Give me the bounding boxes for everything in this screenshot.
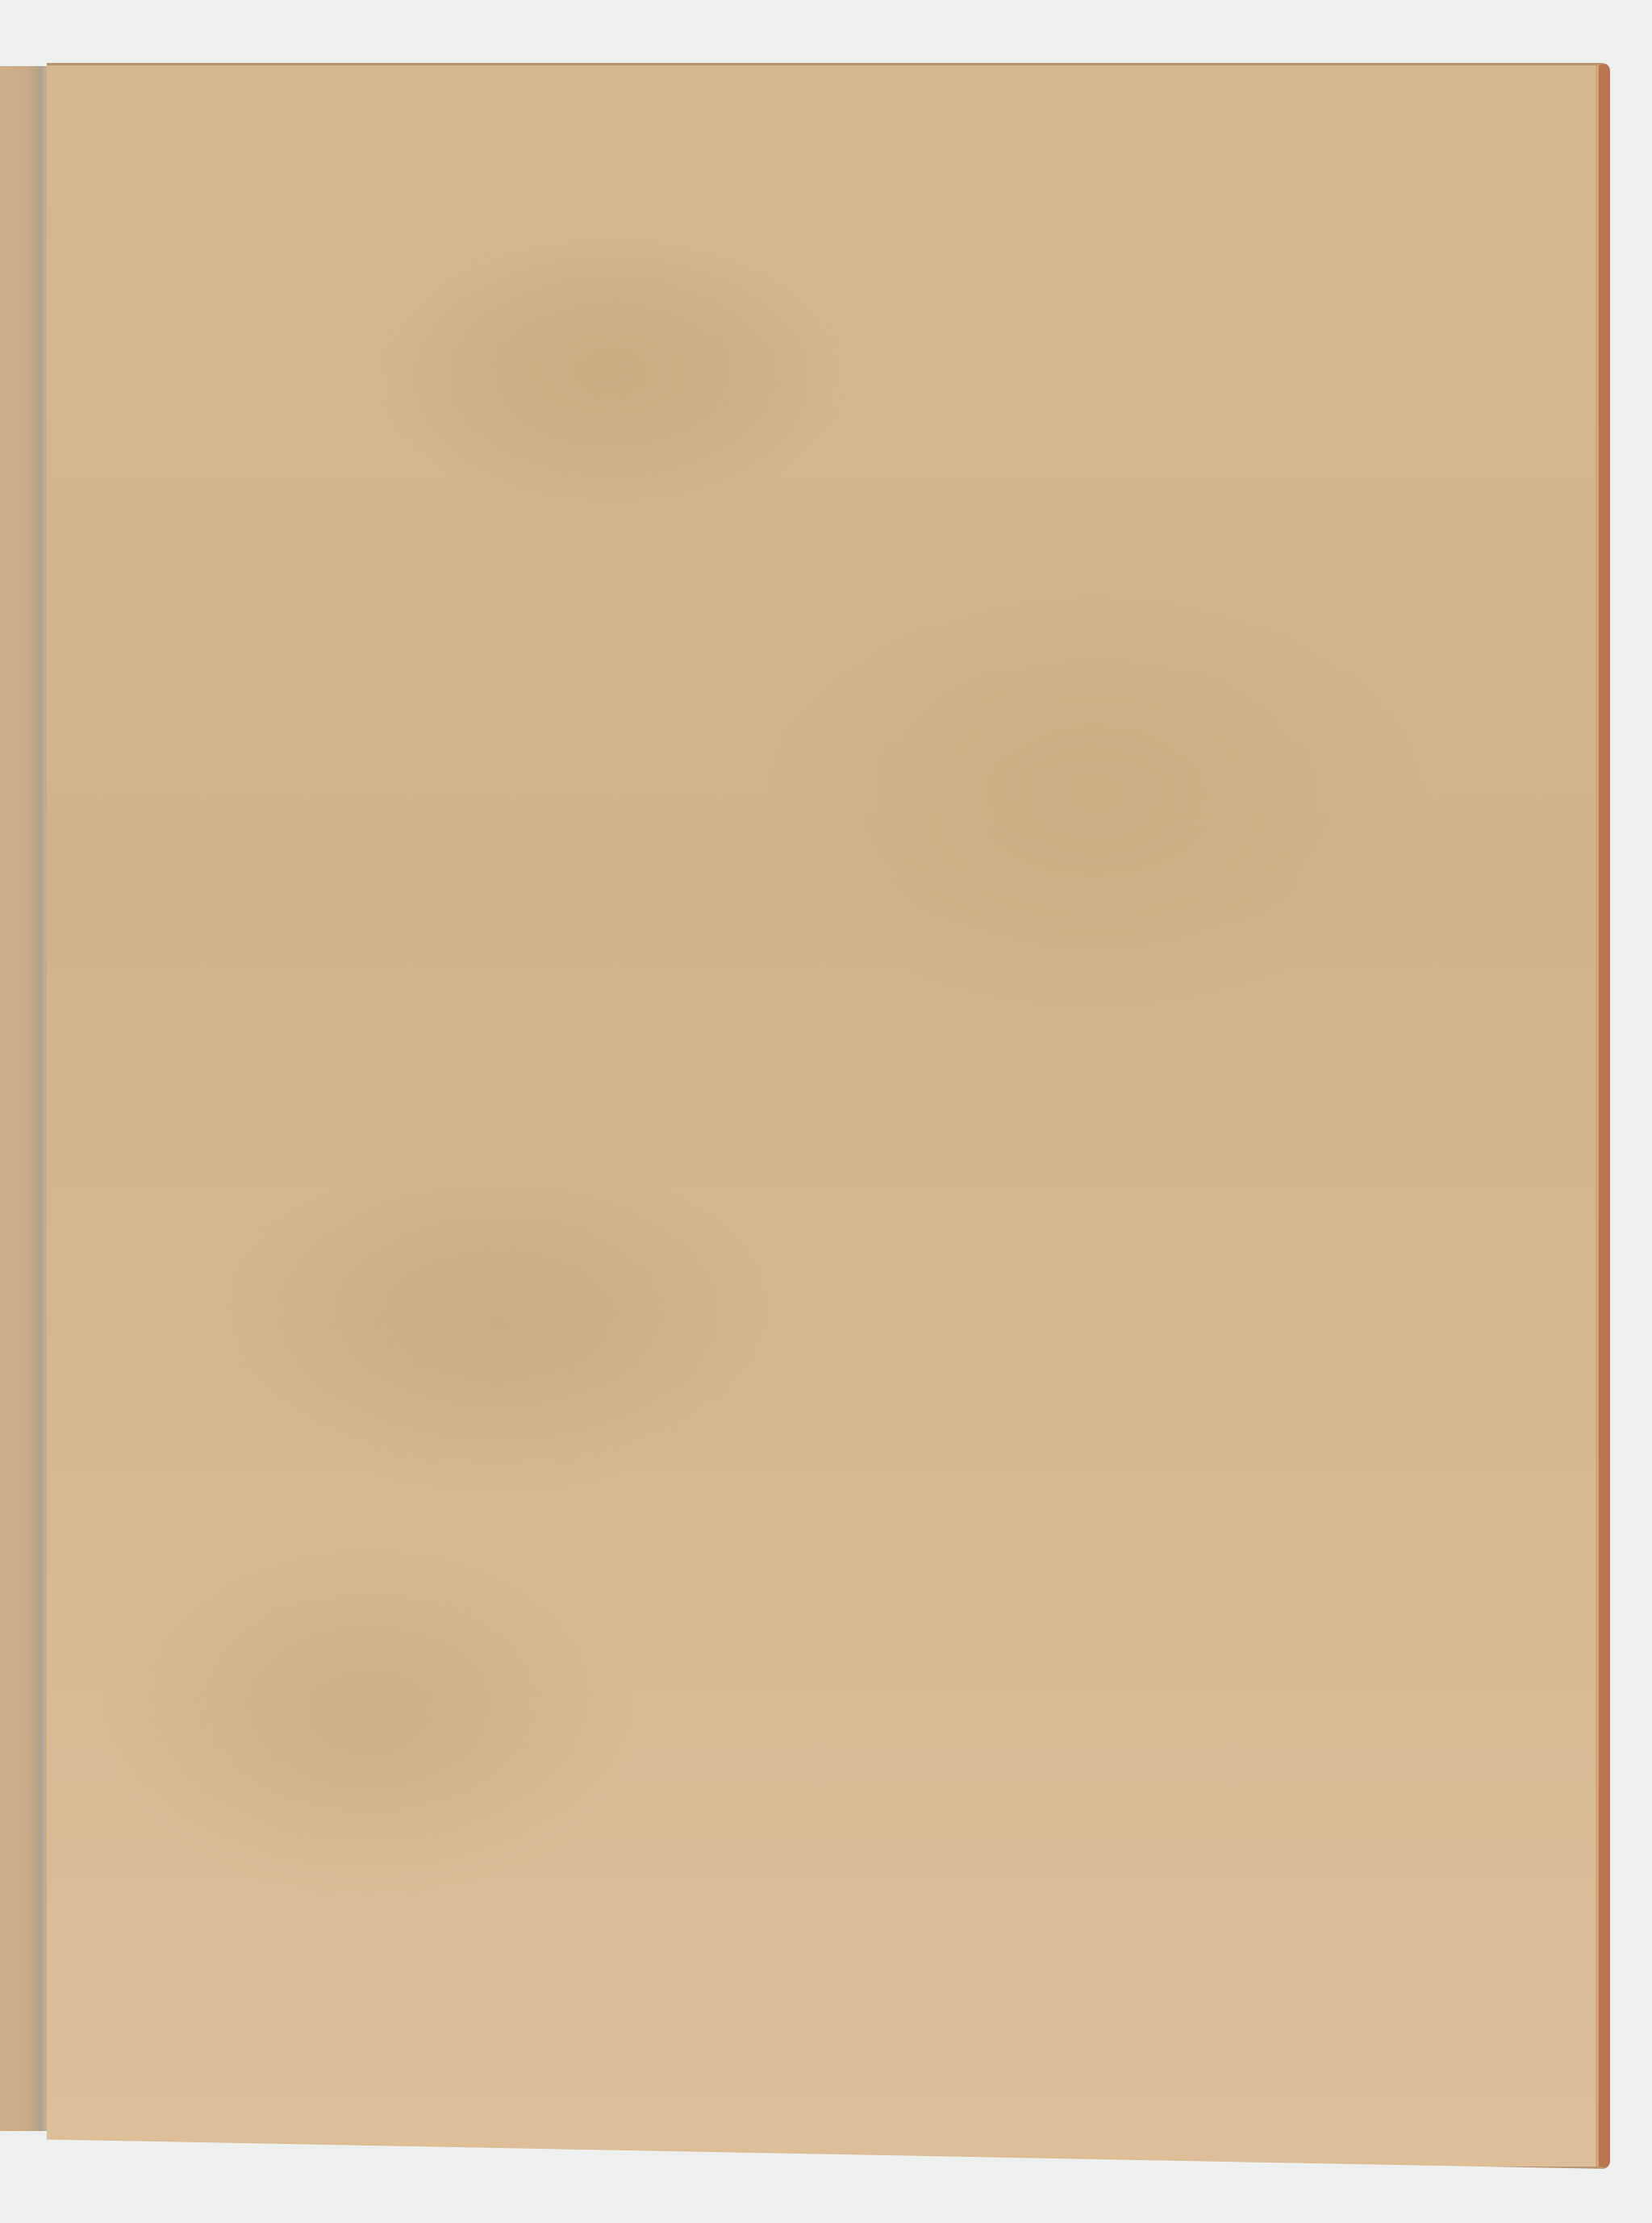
page-fore-edge xyxy=(1596,65,1599,2167)
section-heading xyxy=(0,894,1652,953)
book-page xyxy=(47,63,1610,2169)
facing-page-edge xyxy=(0,66,47,2131)
